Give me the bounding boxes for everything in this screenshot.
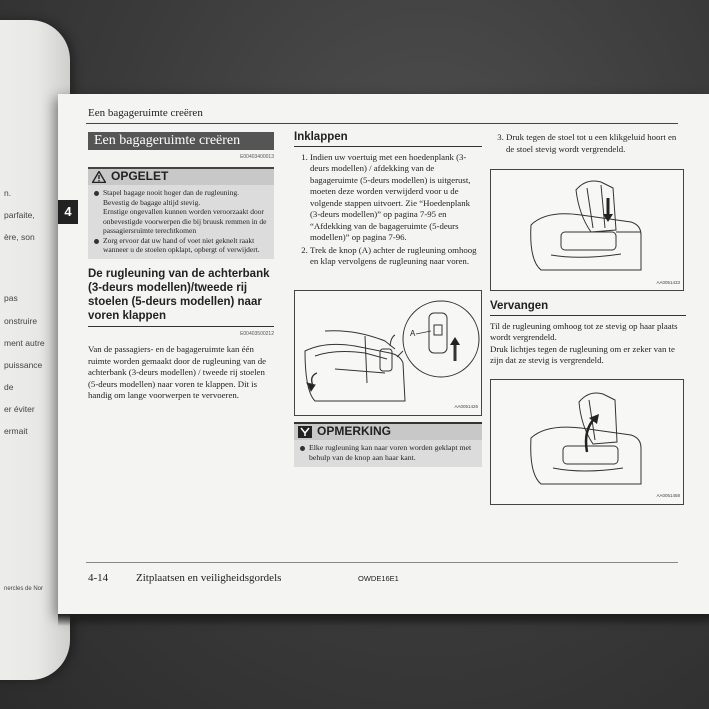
bullet-icon bbox=[94, 191, 99, 196]
page-fragment: ermait bbox=[4, 426, 28, 436]
body-text: Til de rugleuning omhoog tot ze stevig op haar plaats wordt vergrendeld. bbox=[490, 320, 678, 342]
figure-lock-seat bbox=[490, 169, 684, 291]
page-fragment: puissance bbox=[4, 360, 43, 370]
page-shadow bbox=[58, 614, 709, 626]
note-body bbox=[294, 440, 482, 467]
document-code: OWDE16E1 bbox=[358, 574, 399, 583]
bullet-icon bbox=[300, 446, 305, 451]
warning-subtext: Bevestig de bagage altijd stevig. bbox=[103, 197, 201, 207]
warning-text: Stapel bagage nooit hoger dan de rugleuning. bbox=[103, 188, 240, 197]
page-fragment: ère, son bbox=[4, 232, 35, 242]
section-title-box: Een bagageruimte creëren bbox=[88, 132, 274, 150]
column-3 bbox=[490, 132, 686, 505]
body-text: Druk lichtjes tegen de rugleuning om er zeker van te zijn dat ze stevig is vergrendeld. bbox=[490, 343, 675, 365]
figure-raise-seat bbox=[490, 379, 684, 505]
seat-fold-illustration bbox=[295, 291, 481, 415]
section-code: E00403400013 bbox=[240, 153, 274, 160]
page-fragment: de bbox=[4, 382, 14, 392]
note-box bbox=[294, 422, 482, 467]
warning-item bbox=[94, 188, 268, 198]
page-fragment: nercles de Nor bbox=[4, 586, 44, 592]
step-list bbox=[490, 132, 686, 155]
warning-triangle-icon bbox=[92, 171, 106, 183]
page-fragment: ment autre bbox=[4, 338, 45, 348]
footer-rule bbox=[86, 562, 678, 563]
section-heading: De rugleuning van de achterbank (3-deurs modellen)/tweede rij stoelen (5-deurs modellen) naar voren klappen bbox=[88, 267, 274, 327]
figure-code: AA0051426 bbox=[454, 404, 478, 409]
seat-raise-illustration bbox=[491, 380, 683, 504]
step-item: 2. Trek de knop (A) achter de rugleuning omhoog en klap vervolgens de rugleuning naar voren. bbox=[310, 245, 482, 268]
header-rule bbox=[86, 123, 678, 124]
warning-header bbox=[88, 169, 274, 185]
note-icon bbox=[298, 426, 312, 438]
page-fragment: onstruire bbox=[4, 316, 38, 326]
page-fragment: pas bbox=[4, 293, 18, 303]
subsection-heading: Inklappen bbox=[294, 132, 482, 147]
figure-label-a: A bbox=[410, 328, 416, 338]
page-fragment: er éviter bbox=[4, 404, 35, 414]
warning-box bbox=[88, 167, 274, 259]
warning-item bbox=[94, 236, 268, 255]
note-title: OPMERKING bbox=[317, 423, 392, 438]
page-fragment: n. bbox=[4, 188, 12, 198]
page-fragment: parfaite, bbox=[4, 210, 35, 220]
body-text: Van de passagiers- en de bagageruimte kan één ruimte worden gemaakt door de rugleuning van de achterbank (3-deurs modellen) / tweede rij stoelen (5-deurs modellen) naar voren te klappen. Dit is handig om lange voorwerpen te vervoeren. bbox=[88, 344, 267, 400]
step-item: 3. Druk tegen de stoel tot u een klikgeluid hoort en de stoel stevig wordt vergrendeld. bbox=[506, 132, 686, 155]
running-head: Een bagageruimte creëren bbox=[88, 107, 203, 119]
seat-lock-illustration bbox=[491, 170, 683, 290]
warning-text: Zorg ervoor dat uw hand of voet niet geknelt raakt wanneer u de stoelen opklapt, opbergt of verwijdert. bbox=[103, 235, 260, 254]
step-list bbox=[294, 152, 482, 268]
warning-title: OPGELET bbox=[111, 169, 169, 184]
page-number: 4-14 bbox=[88, 572, 109, 584]
figure-code: AA0051458 bbox=[656, 493, 680, 498]
warning-body bbox=[88, 185, 274, 255]
figure-code: AA0051433 bbox=[656, 279, 680, 285]
bullet-icon bbox=[94, 239, 99, 244]
note-text: Elke rugleuning kan naar voren worden geklapt met behulp van de knop aan haar kant. bbox=[309, 442, 472, 462]
step-item: 1. Indien uw voertuig met een hoedenplank (3-deurs modellen) / afdekking van de bagageruimte (5-deurs modellen) is uitgerust, moeten deze worden verwijderd voor u de volgende stappen uitvoert. Zie “Hoedenplank (3-deurs modellen)” op pagina 7-95 en “Afdekking van de bagageruimte (5-deurs modellen)” op pagina 7-96. bbox=[310, 152, 482, 244]
warning-subtext: Ernstige ongevallen kunnen worden veroorzaakt door onbevestigde voorwerpen die bij bruusk remmen in de passagiersruimte terechtkomen bbox=[103, 207, 267, 235]
manual-page bbox=[58, 94, 709, 614]
chapter-tab: 4 bbox=[58, 200, 78, 224]
chapter-title: Zitplaatsen en veiligheidsgordels bbox=[136, 572, 282, 584]
figure-fold-seat bbox=[294, 290, 482, 416]
note-header bbox=[294, 424, 482, 440]
subsection-heading: Vervangen bbox=[490, 301, 686, 316]
column-2 bbox=[294, 132, 482, 467]
column-1 bbox=[88, 132, 274, 402]
section-code: E00403500212 bbox=[240, 330, 274, 337]
